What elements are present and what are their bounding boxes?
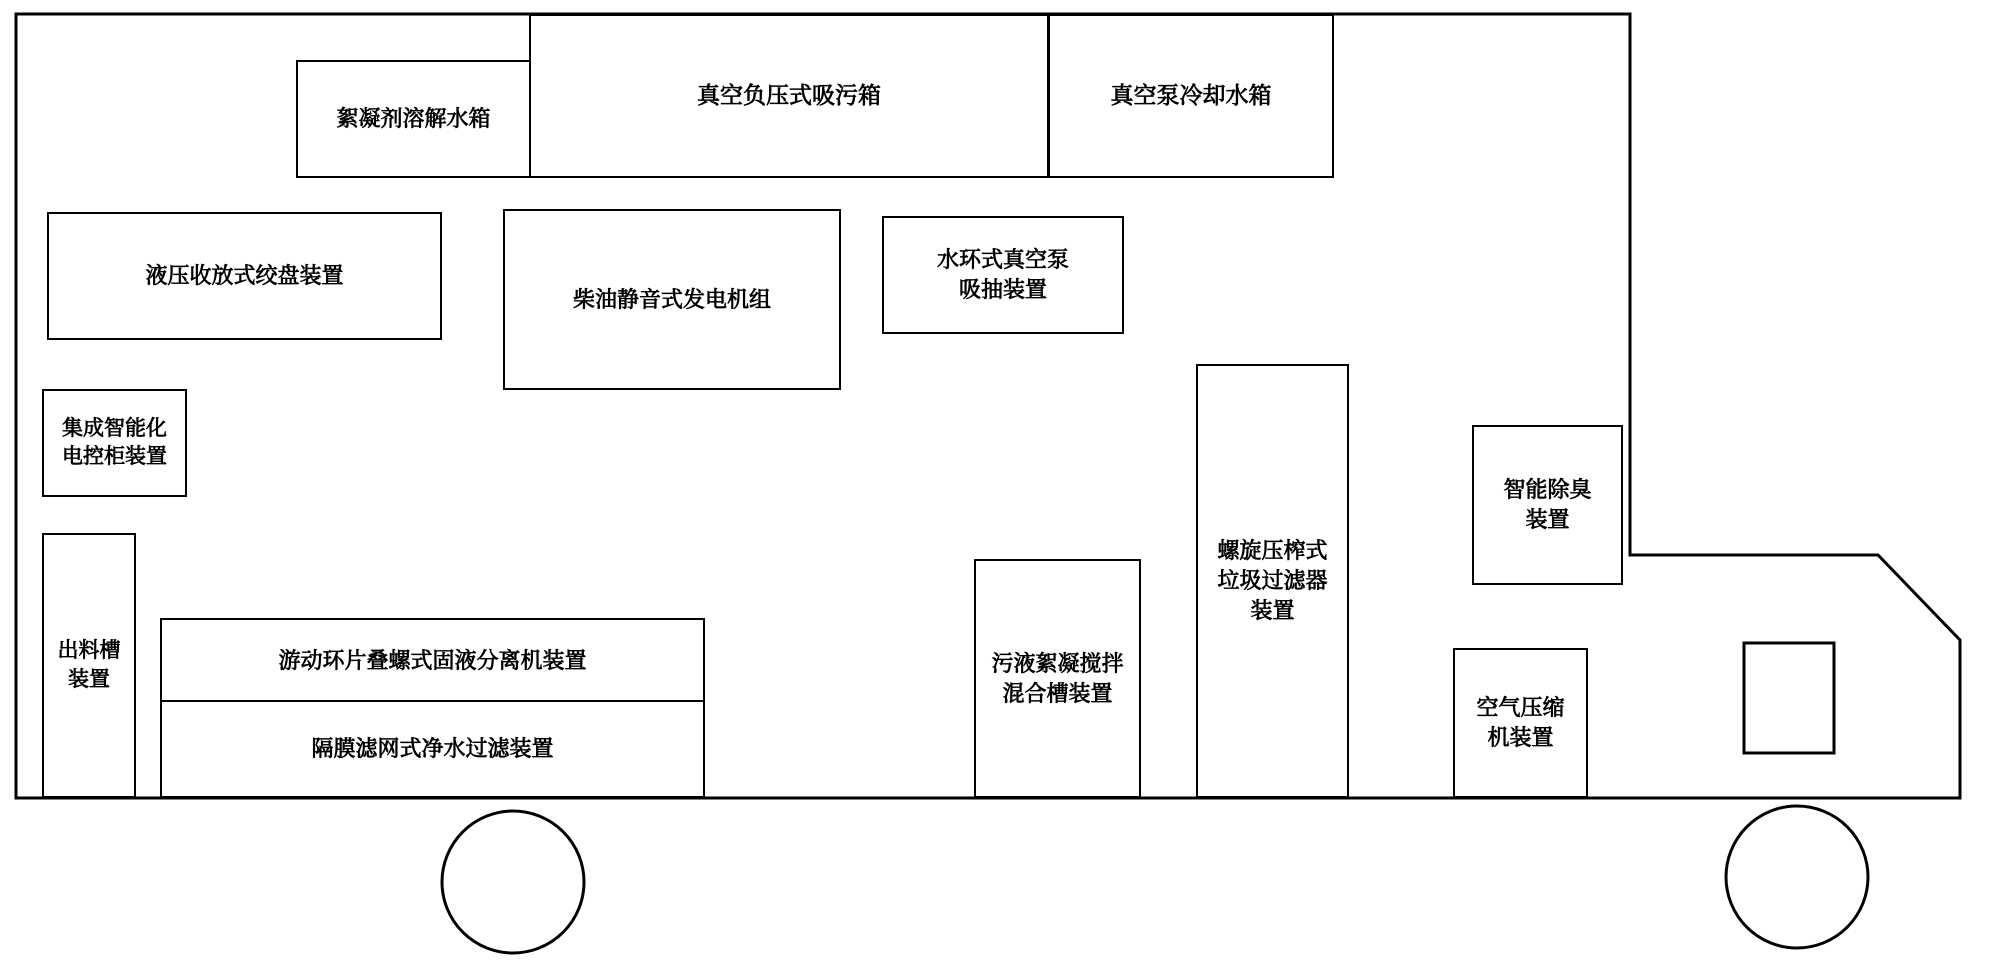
component-label-line: 智能除臭 xyxy=(1503,477,1592,503)
component-label-line: 真空泵冷却水箱 xyxy=(1110,82,1272,109)
component-flocculant-dissolving-tank xyxy=(296,60,531,178)
component-membrane-screen-water-purification-filter xyxy=(160,700,705,798)
component-label-line: 集成智能化 xyxy=(62,416,167,440)
component-label xyxy=(991,649,1123,708)
component-label-line: 装置 xyxy=(1525,507,1570,532)
component-label xyxy=(1111,80,1272,111)
component-label-line: 装置 xyxy=(1250,597,1295,623)
component-label-line: 机装置 xyxy=(1487,725,1554,750)
component-label-line: 隔膜滤网式净水过滤装置 xyxy=(311,736,554,762)
component-label xyxy=(311,734,553,764)
component-vacuum-pump-cooling-water-tank xyxy=(1048,14,1334,178)
component-label xyxy=(336,104,490,134)
component-label xyxy=(697,80,881,111)
cab-window xyxy=(1744,643,1834,753)
component-label-line: 垃圾过滤器 xyxy=(1217,568,1328,594)
component-label xyxy=(1217,536,1327,625)
component-label xyxy=(145,261,343,291)
component-water-ring-vacuum-pump-suction-device xyxy=(882,216,1124,334)
component-label-line: 真空负压式吸污箱 xyxy=(697,82,881,109)
component-label xyxy=(1503,475,1591,534)
wheel-front xyxy=(1726,806,1868,948)
component-intelligent-deodorization-device xyxy=(1472,425,1623,585)
component-air-compressor-device xyxy=(1453,648,1588,798)
component-label-line: 出料槽 xyxy=(57,639,121,663)
component-label-line: 螺旋压榨式 xyxy=(1217,538,1328,564)
component-label-line: 污液絮凝搅拌 xyxy=(991,650,1124,676)
component-label-line: 游动环片叠螺式固液分离机装置 xyxy=(278,647,587,673)
component-diesel-silent-generator-set xyxy=(503,209,841,390)
component-label-line: 液压收放式绞盘装置 xyxy=(145,263,344,289)
component-vacuum-negative-pressure-suction-tank xyxy=(529,14,1049,178)
component-label-line: 柴油静音式发电机组 xyxy=(572,286,771,312)
component-label-line: 电控柜装置 xyxy=(62,445,167,468)
component-sewage-flocculation-mixing-tank xyxy=(974,559,1141,798)
component-label-line: 絮凝剂溶解水箱 xyxy=(336,106,491,132)
component-label-line: 混合槽装置 xyxy=(1002,680,1113,706)
component-label xyxy=(278,646,586,676)
component-label-line: 装置 xyxy=(68,667,110,691)
component-discharge-trough-device xyxy=(42,533,136,798)
component-label xyxy=(62,415,167,472)
component-label xyxy=(937,245,1069,304)
component-hydraulic-winch-device xyxy=(47,212,442,340)
component-label xyxy=(573,285,771,315)
component-label-line: 水环式真空泵 xyxy=(936,247,1069,273)
component-label xyxy=(58,637,121,694)
component-screw-press-garbage-filter-device xyxy=(1196,364,1349,798)
component-integrated-intelligent-control-cabinet xyxy=(42,389,187,497)
component-label-line: 吸抽装置 xyxy=(958,277,1047,302)
component-floating-ring-stacked-screw-separator xyxy=(160,618,705,703)
component-label xyxy=(1476,693,1564,752)
wheel-rear xyxy=(442,811,584,953)
component-label-line: 空气压缩 xyxy=(1476,695,1565,721)
